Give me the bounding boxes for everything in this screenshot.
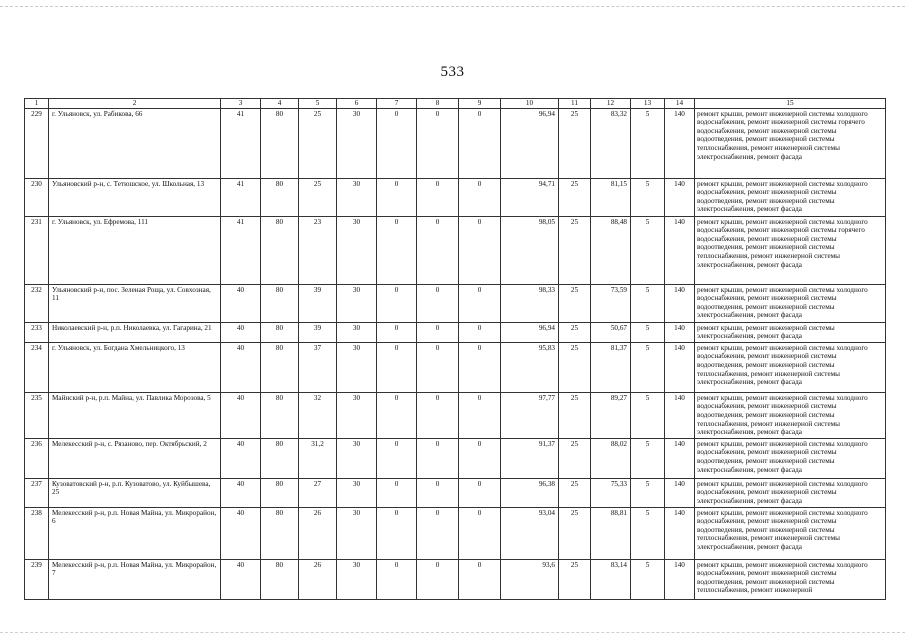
- col-13-value: 5: [631, 438, 665, 478]
- row-number: 238: [25, 507, 49, 559]
- col-8-value: 0: [417, 342, 459, 392]
- col-5-value: 26: [299, 507, 337, 559]
- col-5-value: 39: [299, 322, 337, 342]
- table-row: [25, 559, 886, 599]
- col-5-value: 23: [299, 216, 337, 284]
- address: Мелекесский р-н, р.п. Новая Майна, ул. Микрорайон, 6: [49, 507, 221, 559]
- col-6-value: 30: [337, 478, 377, 507]
- column-header-2: 2: [49, 99, 221, 109]
- col-6-value: 30: [337, 216, 377, 284]
- column-header-13: 13: [631, 99, 665, 109]
- col-5-value: 31,2: [299, 438, 337, 478]
- col-11-value: 25: [559, 392, 591, 438]
- scan-edge-bottom: [0, 632, 905, 634]
- col-7-value: 0: [377, 478, 417, 507]
- table-header: [25, 99, 886, 109]
- col-4-value: 80: [261, 392, 299, 438]
- col-12-value: 89,27: [591, 392, 631, 438]
- col-14-value: 140: [665, 392, 695, 438]
- col-7-value: 0: [377, 342, 417, 392]
- col-12-value: 81,37: [591, 342, 631, 392]
- column-header-4: 4: [261, 99, 299, 109]
- col-10-value: 96,94: [501, 322, 559, 342]
- col-12-value: 75,33: [591, 478, 631, 507]
- col-5-value: 25: [299, 108, 337, 178]
- col-3-value: 41: [221, 108, 261, 178]
- column-header-5: 5: [299, 99, 337, 109]
- column-header-11: 11: [559, 99, 591, 109]
- row-number: 232: [25, 284, 49, 322]
- column-header-8: 8: [417, 99, 459, 109]
- col-10-value: 93,04: [501, 507, 559, 559]
- col-3-value: 41: [221, 216, 261, 284]
- col-7-value: 0: [377, 284, 417, 322]
- col-8-value: 0: [417, 438, 459, 478]
- col-14-value: 140: [665, 438, 695, 478]
- col-12-value: 88,81: [591, 507, 631, 559]
- col-8-value: 0: [417, 178, 459, 216]
- col-10-value: 91,37: [501, 438, 559, 478]
- column-header-12: 12: [591, 99, 631, 109]
- col-10-value: 96,94: [501, 108, 559, 178]
- address: г. Ульяновск, ул. Богдана Хмельницкого, 13: [49, 342, 221, 392]
- col-10-value: 94,71: [501, 178, 559, 216]
- col-11-value: 25: [559, 342, 591, 392]
- col-9-value: 0: [459, 559, 501, 599]
- table-row: [25, 284, 886, 322]
- col-14-value: 140: [665, 108, 695, 178]
- col-7-value: 0: [377, 507, 417, 559]
- col-4-value: 80: [261, 216, 299, 284]
- col-14-value: 140: [665, 216, 695, 284]
- works-description: ремонт крыши, ремонт инженерной системы холодного водоснабжения, ремонт инженерной системы водоотведения, ремонт инженерной системы теплоснабжения, ремонт инженерной: [695, 559, 886, 599]
- col-13-value: 5: [631, 507, 665, 559]
- col-13-value: 5: [631, 108, 665, 178]
- table-row: [25, 108, 886, 178]
- works-description: ремонт крыши, ремонт инженерной системы электроснабжения, ремонт фасада: [695, 322, 886, 342]
- col-8-value: 0: [417, 108, 459, 178]
- col-8-value: 0: [417, 284, 459, 322]
- header-row: [25, 99, 886, 109]
- col-7-value: 0: [377, 322, 417, 342]
- table-row: [25, 216, 886, 284]
- col-11-value: 25: [559, 438, 591, 478]
- col-3-value: 40: [221, 392, 261, 438]
- col-9-value: 0: [459, 342, 501, 392]
- col-5-value: 37: [299, 342, 337, 392]
- table-row: [25, 342, 886, 392]
- col-8-value: 0: [417, 507, 459, 559]
- col-12-value: 50,67: [591, 322, 631, 342]
- col-14-value: 140: [665, 342, 695, 392]
- col-13-value: 5: [631, 478, 665, 507]
- row-number: 231: [25, 216, 49, 284]
- col-11-value: 25: [559, 216, 591, 284]
- col-6-value: 30: [337, 342, 377, 392]
- column-header-1: 1: [25, 99, 49, 109]
- address: Майнский р-н, р.п. Майна, ул. Павлика Морозова, 5: [49, 392, 221, 438]
- works-description: ремонт крыши, ремонт инженерной системы холодного водоснабжения, ремонт инженерной системы водоотведения, ремонт инженерной системы теплоснабжения, ремонт инженерной системы электроснабжения, ремонт фасада: [695, 342, 886, 392]
- col-14-value: 140: [665, 178, 695, 216]
- data-table: [24, 98, 886, 600]
- col-4-value: 80: [261, 284, 299, 322]
- column-header-10: 10: [501, 99, 559, 109]
- col-10-value: 96,38: [501, 478, 559, 507]
- col-3-value: 40: [221, 322, 261, 342]
- col-7-value: 0: [377, 438, 417, 478]
- address: г. Ульяновск, ул. Рабикова, 66: [49, 108, 221, 178]
- col-14-value: 140: [665, 559, 695, 599]
- col-10-value: 95,83: [501, 342, 559, 392]
- row-number: 229: [25, 108, 49, 178]
- col-3-value: 40: [221, 507, 261, 559]
- col-11-value: 25: [559, 108, 591, 178]
- col-13-value: 5: [631, 342, 665, 392]
- table-row: [25, 322, 886, 342]
- col-11-value: 25: [559, 322, 591, 342]
- col-9-value: 0: [459, 108, 501, 178]
- table-row: [25, 438, 886, 478]
- col-13-value: 5: [631, 178, 665, 216]
- col-12-value: 88,02: [591, 438, 631, 478]
- col-5-value: 27: [299, 478, 337, 507]
- col-9-value: 0: [459, 478, 501, 507]
- col-12-value: 83,14: [591, 559, 631, 599]
- col-3-value: 41: [221, 178, 261, 216]
- col-9-value: 0: [459, 284, 501, 322]
- page-number: 533: [440, 64, 465, 80]
- col-6-value: 30: [337, 284, 377, 322]
- col-7-value: 0: [377, 392, 417, 438]
- col-7-value: 0: [377, 178, 417, 216]
- col-9-value: 0: [459, 322, 501, 342]
- address: Мелекесский р-н, с. Рязаново, пер. Октябрьский, 2: [49, 438, 221, 478]
- col-12-value: 83,32: [591, 108, 631, 178]
- address: Ульяновский р-н, пос. Зеленая Роща, ул. Совхозная, 11: [49, 284, 221, 322]
- table-row: [25, 392, 886, 438]
- table-row: [25, 178, 886, 216]
- row-number: 235: [25, 392, 49, 438]
- row-number: 230: [25, 178, 49, 216]
- address: Мелекесский р-н, р.п. Новая Майна, ул. Микрорайон, 7: [49, 559, 221, 599]
- col-13-value: 5: [631, 284, 665, 322]
- col-7-value: 0: [377, 559, 417, 599]
- column-header-14: 14: [665, 99, 695, 109]
- col-8-value: 0: [417, 392, 459, 438]
- col-9-value: 0: [459, 216, 501, 284]
- col-6-value: 30: [337, 108, 377, 178]
- column-header-9: 9: [459, 99, 501, 109]
- address: г. Ульяновск, ул. Ефремова, 111: [49, 216, 221, 284]
- col-12-value: 73,59: [591, 284, 631, 322]
- column-header-15: 15: [695, 99, 886, 109]
- col-4-value: 80: [261, 507, 299, 559]
- address: Кузоватовский р-н, р.п. Кузоватово, ул. Куйбышева, 25: [49, 478, 221, 507]
- row-number: 236: [25, 438, 49, 478]
- col-11-value: 25: [559, 284, 591, 322]
- works-description: ремонт крыши, ремонт инженерной системы холодного водоснабжения, ремонт инженерной системы водоотведения, ремонт инженерной системы электроснабжения, ремонт фасада: [695, 438, 886, 478]
- col-3-value: 40: [221, 284, 261, 322]
- col-6-value: 30: [337, 392, 377, 438]
- col-11-value: 25: [559, 507, 591, 559]
- col-5-value: 32: [299, 392, 337, 438]
- col-10-value: 98,33: [501, 284, 559, 322]
- col-12-value: 88,48: [591, 216, 631, 284]
- col-3-value: 40: [221, 478, 261, 507]
- col-6-value: 30: [337, 507, 377, 559]
- col-11-value: 25: [559, 478, 591, 507]
- scan-edge-top: [0, 6, 905, 8]
- works-description: ремонт крыши, ремонт инженерной системы холодного водоснабжения, ремонт инженерной системы горячего водоснабжения, ремонт инженерной системы водоотведения, ремонт инженерной системы теплоснабжения, ремонт инженерной системы электроснабжения, ремонт фасада: [695, 108, 886, 178]
- works-description: ремонт крыши, ремонт инженерной системы холодного водоснабжения, ремонт инженерной системы водоотведения, ремонт инженерной системы теплоснабжения, ремонт инженерной системы электроснабжения, ремонт фасада: [695, 392, 886, 438]
- col-5-value: 39: [299, 284, 337, 322]
- works-description: ремонт крыши, ремонт инженерной системы холодного водоснабжения, ремонт инженерной системы горячего водоснабжения, ремонт инженерной системы водоотведения, ремонт инженерной системы теплоснабжения, ремонт инженерной системы электроснабжения, ремонт фасада: [695, 216, 886, 284]
- col-7-value: 0: [377, 216, 417, 284]
- column-header-7: 7: [377, 99, 417, 109]
- col-14-value: 140: [665, 478, 695, 507]
- col-9-value: 0: [459, 438, 501, 478]
- col-6-value: 30: [337, 559, 377, 599]
- col-3-value: 40: [221, 342, 261, 392]
- table-row: [25, 478, 886, 507]
- col-8-value: 0: [417, 216, 459, 284]
- column-header-3: 3: [221, 99, 261, 109]
- col-6-value: 30: [337, 438, 377, 478]
- table-row: [25, 507, 886, 559]
- column-header-6: 6: [337, 99, 377, 109]
- works-description: ремонт крыши, ремонт инженерной системы холодного водоснабжения, ремонт инженерной системы водоотведения, ремонт инженерной системы электроснабжения, ремонт фасада: [695, 284, 886, 322]
- col-11-value: 25: [559, 559, 591, 599]
- col-13-value: 5: [631, 392, 665, 438]
- works-description: ремонт крыши, ремонт инженерной системы холодного водоснабжения, ремонт инженерной системы водоотведения, ремонт инженерной системы электроснабжения, ремонт фасада: [695, 178, 886, 216]
- row-number: 239: [25, 559, 49, 599]
- col-13-value: 5: [631, 322, 665, 342]
- col-7-value: 0: [377, 108, 417, 178]
- works-description: ремонт крыши, ремонт инженерной системы холодного водоснабжения, ремонт инженерной системы электроснабжения, ремонт фасада: [695, 478, 886, 507]
- col-9-value: 0: [459, 507, 501, 559]
- col-11-value: 25: [559, 178, 591, 216]
- address: Николаевский р-н, р.п. Николаевка, ул. Гагарина, 21: [49, 322, 221, 342]
- col-14-value: 140: [665, 322, 695, 342]
- col-4-value: 80: [261, 178, 299, 216]
- col-14-value: 140: [665, 284, 695, 322]
- col-8-value: 0: [417, 478, 459, 507]
- col-6-value: 30: [337, 178, 377, 216]
- col-10-value: 97,77: [501, 392, 559, 438]
- col-14-value: 140: [665, 507, 695, 559]
- col-3-value: 40: [221, 438, 261, 478]
- row-number: 234: [25, 342, 49, 392]
- row-number: 237: [25, 478, 49, 507]
- col-13-value: 5: [631, 216, 665, 284]
- row-number: 233: [25, 322, 49, 342]
- col-4-value: 80: [261, 322, 299, 342]
- col-9-value: 0: [459, 178, 501, 216]
- col-5-value: 25: [299, 178, 337, 216]
- address: Ульяновский р-н, с. Тетюшское, ул. Школьная, 13: [49, 178, 221, 216]
- col-10-value: 98,05: [501, 216, 559, 284]
- col-4-value: 80: [261, 478, 299, 507]
- col-12-value: 81,15: [591, 178, 631, 216]
- col-4-value: 80: [261, 108, 299, 178]
- col-4-value: 80: [261, 559, 299, 599]
- col-4-value: 80: [261, 438, 299, 478]
- col-6-value: 30: [337, 322, 377, 342]
- table-body: [25, 108, 886, 599]
- col-10-value: 93,6: [501, 559, 559, 599]
- col-8-value: 0: [417, 559, 459, 599]
- col-4-value: 80: [261, 342, 299, 392]
- col-8-value: 0: [417, 322, 459, 342]
- works-description: ремонт крыши, ремонт инженерной системы холодного водоснабжения, ремонт инженерной системы водоотведения, ремонт инженерной системы теплоснабжения, ремонт инженерной системы электроснабжения, ремонт фасада: [695, 507, 886, 559]
- col-5-value: 26: [299, 559, 337, 599]
- col-9-value: 0: [459, 392, 501, 438]
- col-3-value: 40: [221, 559, 261, 599]
- col-13-value: 5: [631, 559, 665, 599]
